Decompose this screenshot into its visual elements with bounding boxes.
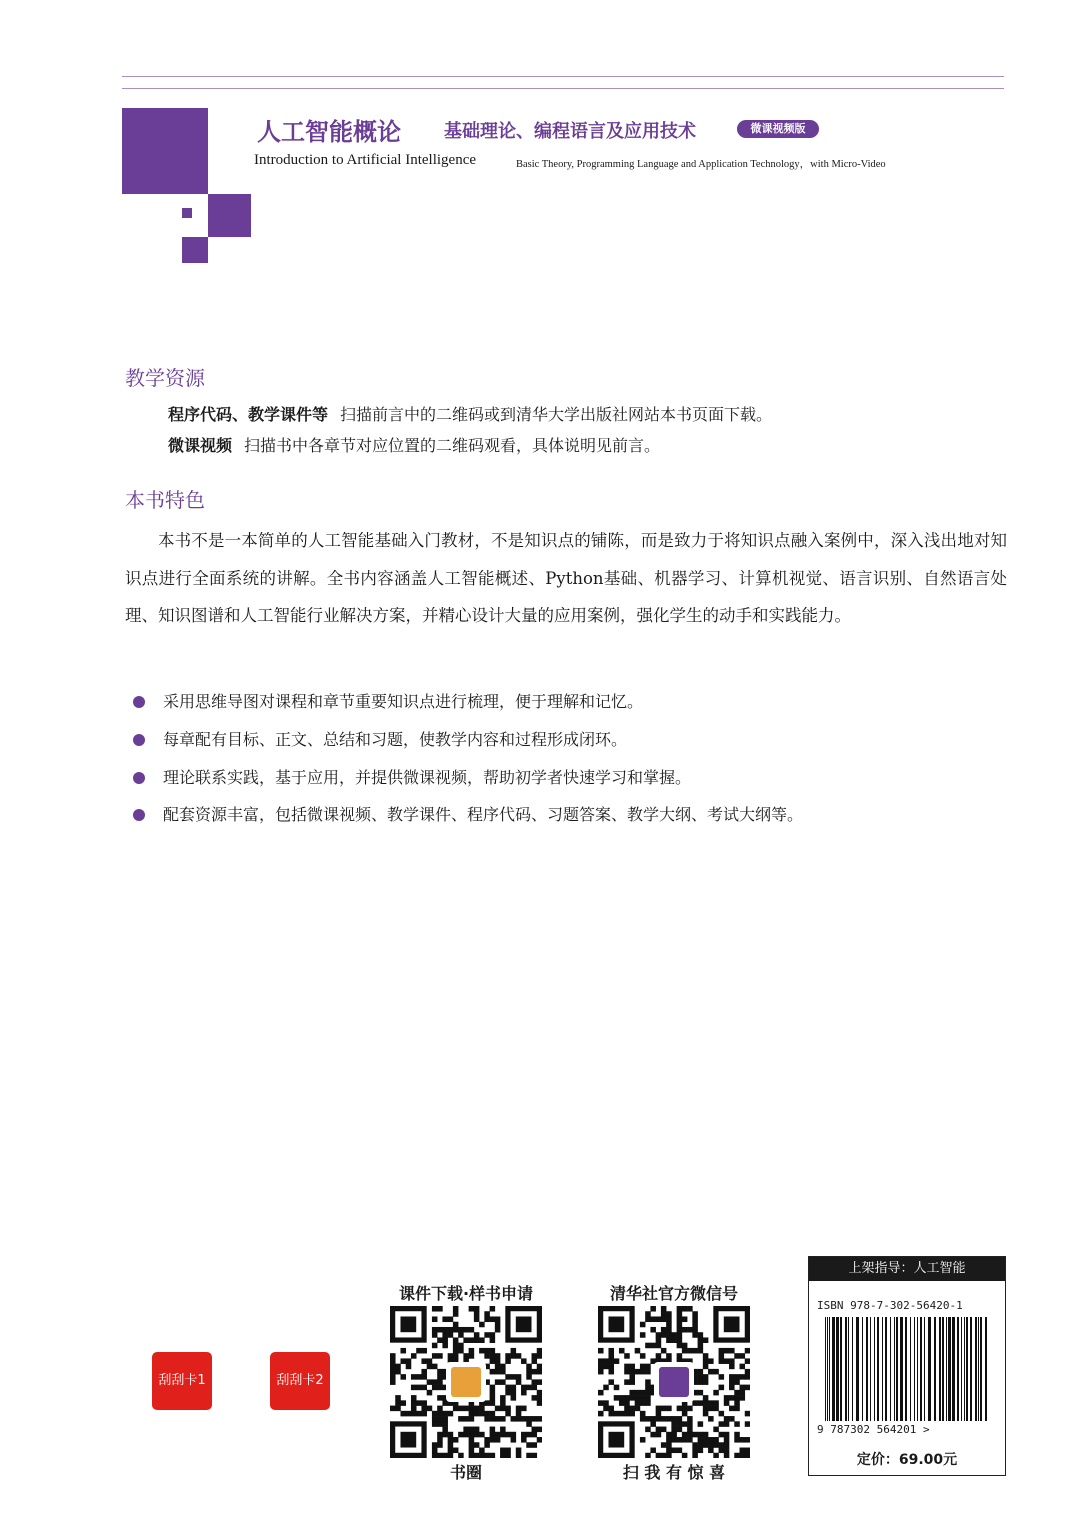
bullet-dot: [133, 696, 145, 708]
features-heading: 本书特色: [125, 488, 205, 512]
feature-bullet: [133, 765, 691, 788]
bullet-dot: [133, 772, 145, 784]
logo-square-large: [122, 108, 208, 194]
shelf-guide: 上架指导：人工智能: [809, 1257, 1005, 1281]
resource-label: 程序代码、教学课件等: [168, 405, 329, 424]
qr-right-label: 扫 我 有 惊 喜: [622, 1463, 726, 1482]
qr-code-icon[interactable]: [390, 1306, 542, 1458]
resource-text: 扫描书中各章节对应位置的二维码观看，具体说明见前言。: [244, 436, 661, 455]
scratch-card-1[interactable]: 刮刮卡1: [152, 1352, 212, 1410]
resource-item: [168, 402, 772, 425]
barcode-digits: 9 787302 564201 >: [817, 1423, 930, 1436]
logo-square-bottom: [182, 237, 208, 263]
logo-square-small: [182, 208, 192, 218]
bullet-text: 采用思维导图对课程和章节重要知识点进行梳理，便于理解和记忆。: [163, 692, 644, 711]
bullet-text: 每章配有目标、正文、总结和习题，使教学内容和过程形成闭环。: [163, 730, 628, 749]
qr-code-icon[interactable]: [598, 1306, 750, 1458]
feature-bullet: [133, 727, 627, 750]
resources-heading: 教学资源: [125, 366, 205, 390]
qr-left-caption: 课件下载·样书申请: [398, 1284, 534, 1303]
feature-bullet: [133, 802, 803, 825]
top-rule-1: [122, 76, 1004, 77]
feature-bullet: [133, 689, 643, 712]
edition-badge: 微课视频版: [737, 120, 819, 138]
resource-text: 扫描前言中的二维码或到清华大学出版社网站本书页面下载。: [340, 405, 773, 424]
isbn-number: ISBN 978-7-302-56420-1: [817, 1299, 963, 1312]
bullet-dot: [133, 734, 145, 746]
qr-right-caption: 清华社官方微信号: [609, 1284, 738, 1303]
book-subtitle-en: Basic Theory, Programming Language and Application Technology，with Micro-Video: [516, 159, 886, 170]
book-title: 人工智能概论: [257, 117, 401, 146]
bullet-text: 理论联系实践，基于应用，并提供微课视频，帮助初学者快速学习和掌握。: [163, 768, 692, 787]
book-subtitle: 基础理论、编程语言及应用技术: [444, 121, 696, 142]
bullet-text: 配套资源丰富，包括微课视频、教学课件、程序代码、习题答案、教学大纲、考试大纲等。: [163, 805, 804, 824]
top-rule-2: [122, 88, 1004, 89]
qr-left-label: 书圈: [449, 1463, 482, 1482]
price: 定价：69.00元: [856, 1452, 958, 1468]
features-paragraph: 本书不是一本简单的人工智能基础入门教材，不是知识点的铺陈，而是致力于将知识点融入案例中，深入浅出地对知识点进行全面系统的讲解。全书内容涵盖人工智能概述、Python基础、机器学习、计算机视觉、语言识别、自然语言处理、知识图谱和人工智能行业解决方案，并精心设计大量的应用案例，强化学生的动手和实践能力。: [125, 531, 1007, 625]
isbn-box: [808, 1256, 1006, 1476]
scratch-card-2[interactable]: 刮刮卡2: [270, 1352, 330, 1410]
book-title-en: Introduction to Artificial Intelligence: [254, 152, 477, 168]
barcode-icon: [823, 1317, 991, 1421]
resource-item: [168, 433, 660, 456]
bullet-dot: [133, 809, 145, 821]
logo-square-right: [208, 194, 251, 237]
resource-label: 微课视频: [168, 436, 233, 455]
